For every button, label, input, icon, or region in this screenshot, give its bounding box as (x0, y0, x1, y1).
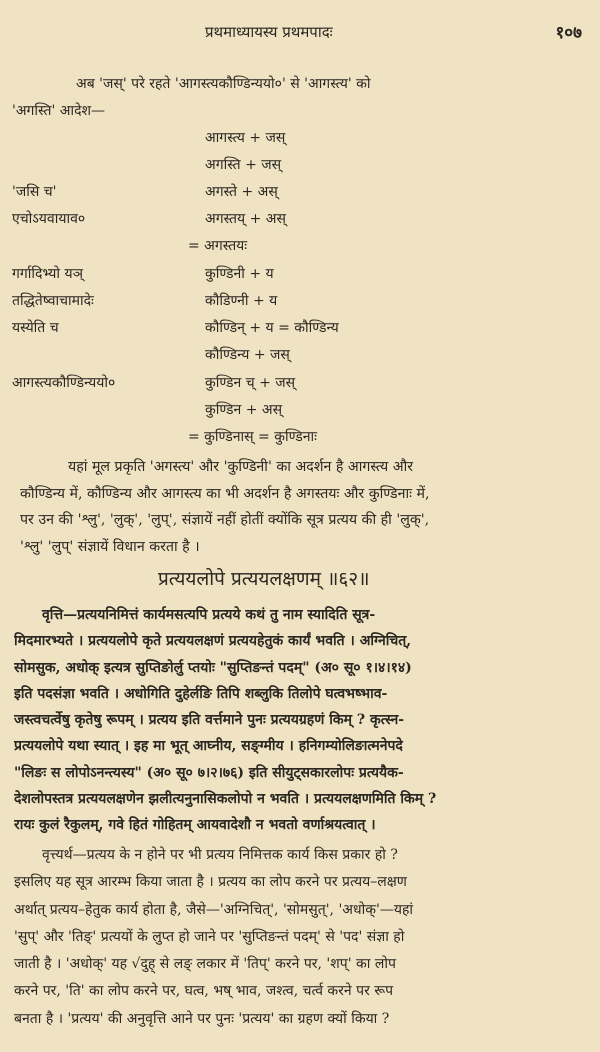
derivation-form-1: आगस्त्य + जस् (205, 130, 286, 146)
derivation-form-5: = अगस्तयः (188, 238, 248, 254)
vrttyartha-paragraph (14, 842, 592, 1033)
explanation-line: पर उन की 'श्लु', 'लुक्', 'लुप्', संज्ञायें नहीं होतीं क्योंकि सूत्र प्रत्यय की ही 'लुक्', (20, 512, 430, 528)
vrttyartha-line: अर्थात् प्रत्यय–हेतुक कार्य होता है, जैसे—'अग्निचित्', 'सोमसुत्', 'अधोक्'—यहां (14, 901, 414, 918)
derivation-form-7: कौडिण्नी + य (205, 293, 278, 309)
vrttyartha-line: 'सुप्' और 'तिङ्' प्रत्ययों के लुप्त हो जाने पर 'सुप्तिङन्तं पदम्' से 'पद' संज्ञा हो (14, 928, 405, 945)
explanation-line: 'श्लु' 'लुप्' संज्ञायें विधान करता है । (20, 538, 200, 555)
explanation-paragraph (20, 454, 586, 560)
explanation-line: यहां मूल प्रकृति 'अगस्त्य' और 'कुण्डिनी' का अदर्शन है आगस्त्य और (68, 459, 414, 475)
running-header: प्रथमाध्यायस्य प्रथमपादः (205, 23, 333, 41)
derivation-form-6: कुण्डिनी + य (205, 266, 274, 282)
vrtti-line: रायः कुलं रैकुलम्, गवे हितं गोहितम् आयवादेशौ न भवतो वर्णाश्रयत्वात् । (14, 817, 376, 834)
derivation-form-9: कौण्डिन्य + जस् (205, 347, 290, 363)
derivation-form-11: कुण्डिन + अस् (205, 402, 283, 418)
vrtti-line: इति पदसंज्ञा भवति । अधोगिति दुहेर्लङि तिपि शब्लुकि तिलोपे घत्वभष्भाव- (14, 685, 388, 702)
vrtti-line: देशलोपस्तत्र प्रत्ययलक्षणेन झलीत्यनुनासिकलोपो न भवति । प्रत्ययलक्षणमिति किम् ? (14, 791, 437, 808)
vrtti-line: जस्त्वचर्त्वेषु कृतेषु रूपम् । प्रत्यय इति वर्त्तमाने पुनः प्रत्ययग्रहणं किम् ? कृत्स्न- (14, 712, 405, 729)
derivation-rule-8: यस्येति च (12, 320, 59, 336)
derivation-rule-10: आगस्त्यकौण्डिन्ययो० (12, 375, 116, 391)
intro-line-2: 'अगस्ति' आदेश— (12, 103, 106, 119)
vrtti-paragraph (14, 602, 592, 839)
intro-line-1: अब 'जस्' परे रहते 'आगस्त्यकौण्डिन्ययो०' से 'आगस्त्य' को (76, 76, 371, 92)
vrtti-line: मिदमारभ्यते । प्रत्ययलोपे कृते प्रत्ययलक्षणं प्रत्ययहेतुकं कार्यं भवति । अग्निचित्, (14, 633, 412, 650)
derivation-form-4: अगस्तय् + अस् (205, 211, 286, 227)
derivation-form-10: कुण्डिन च् + जस् (205, 375, 296, 391)
derivation-form-8: कौण्डिन् + य = कौण्डिन्य (205, 320, 339, 336)
derivation-rule-7: तद्धितेष्वाचामादेः (12, 293, 94, 309)
vrttyartha-line: जाती है । 'अधोक्' यह √दुह् से लङ् लकार में 'तिप्' करने पर, 'शप्' का लोप (14, 956, 396, 973)
vrttyartha-line: इसलिए यह सूत्र आरम्भ किया जाता है । प्रत्यय का लोप करने पर प्रत्यय–लक्षण (14, 874, 407, 891)
vrtti-line: "लिङः स लोपोऽनन्त्यस्य" (अ० सू० ७।२।७६) इति सीयुट्सकारलोपः प्रत्ययैक- (14, 764, 404, 781)
vrtti-line: वृत्ति—प्रत्ययनिमित्तं कार्यमसत्यपि प्रत्यये कथं तु नाम स्यादिति सूत्र- (42, 607, 376, 623)
derivation-rule-3: 'जसि च' (12, 184, 57, 200)
explanation-line: कौण्डिन्य में, कौण्डिन्य और आगस्त्य का भी अदर्शन है अगस्तयः और कुण्डिनाः में, (20, 485, 430, 502)
vrttyartha-line: करने पर, 'ति' का लोप करने पर, घत्व, भष् भाव, जश्त्व, चर्त्व करने पर रूप (14, 983, 394, 1000)
vrtti-line: प्रत्ययलोपे यथा स्यात् । इह मा भूत् आघ्नीय, सङ्ग्मीय । हनिगम्योलिङात्मनेपदे (14, 738, 403, 755)
vrttyartha-line: वृत्त्यर्थ—प्रत्यय के न होने पर भी प्रत्यय निमित्तक कार्य किस प्रकार हो ? (42, 847, 398, 863)
vrtti-line: सोमसुक, अधोक् इत्यत्र सुप्तिङोर्लु प्तयोः "सुप्तिङन्तं पदम्" (अ० सू० १।४।१४) (14, 659, 412, 676)
derivation-rule-6: गर्गादिभ्यो यञ् (12, 266, 83, 282)
derivation-rule-4: एचोऽयवायाव० (12, 211, 86, 227)
sutra-heading: प्रत्ययलोपे प्रत्ययलक्षणम् ॥६२॥ (158, 568, 370, 590)
derivation-form-12: = कुण्डिनास् = कुण्डिनाः (188, 429, 317, 445)
derivation-form-2: अगस्ति + जस् (205, 157, 282, 173)
vrttyartha-line: बनता है । 'प्रत्यय' की अनुवृत्ति आने पर पुनः 'प्रत्यय' का ग्रहण क्यों किया ? (14, 1010, 390, 1027)
page-number: १०७ (555, 23, 582, 43)
derivation-form-3: अगस्ते + अस् (205, 184, 278, 200)
